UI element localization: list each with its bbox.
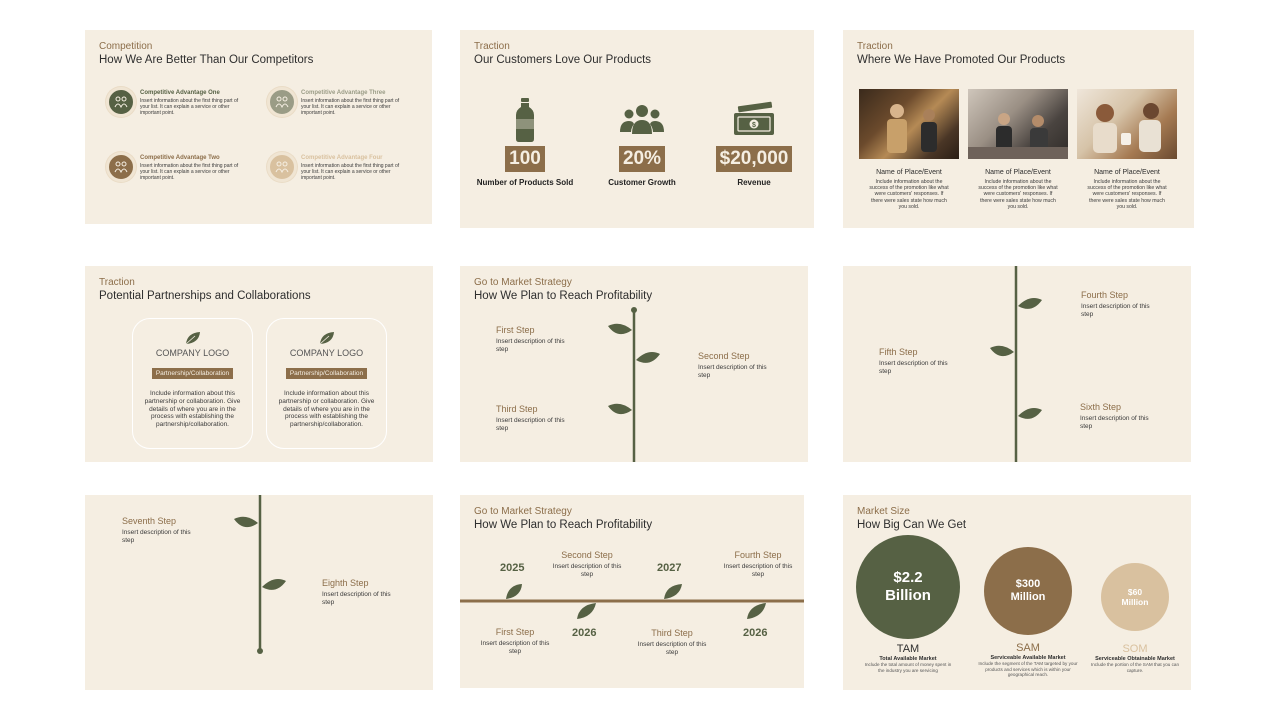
step-desc: Insert description of this step — [1081, 303, 1150, 318]
segment-abbr: TAM — [896, 643, 920, 655]
step-item — [632, 628, 712, 656]
timeline-year: 2027 — [657, 562, 682, 574]
stat-label: Revenue — [737, 178, 771, 187]
segment-desc: Include the segment of the TAM targeted by your products and services which is within your geographical reach. — [978, 661, 1078, 678]
event-title: Name of Place/Event — [876, 169, 942, 176]
advantage-desc: Insert information about the first thing part of your list. It can explain a service or other important point. — [301, 98, 400, 116]
event-desc: Include information about the success of the promotion like what were customers' responses. If there were sales state how much you sold. — [869, 179, 949, 210]
slide-title: How We Plan to Reach Profitability — [474, 290, 653, 302]
step-item — [122, 516, 202, 544]
slide-gtm-vertical[interactable] — [460, 266, 808, 462]
som-value: $60 Million — [1121, 587, 1149, 607]
stat-label: Number of Products Sold — [476, 178, 574, 187]
step-desc: Insert description of this step — [322, 591, 391, 606]
event-title: Name of Place/Event — [1094, 169, 1160, 176]
advantage-desc: Insert information about the first thing part of your list. It can explain a service or other important point. — [140, 98, 239, 116]
leaf-icon — [608, 404, 632, 414]
sam-circle — [984, 547, 1072, 635]
timeline-line — [460, 495, 804, 688]
company-logo: COMPANY LOGO — [155, 348, 230, 358]
competitive-advantage-item — [106, 152, 244, 182]
step-title: Eighth Step — [322, 578, 369, 588]
step-desc: Insert description of this step — [698, 364, 767, 379]
leaf-icon — [747, 603, 766, 619]
slide-gtm-timeline[interactable] — [460, 495, 804, 688]
slide-traction-stats[interactable] — [460, 30, 814, 228]
leaf-icon — [664, 584, 682, 599]
step-desc: Insert description of this step — [480, 640, 550, 655]
stat-label: Customer Growth — [608, 178, 676, 187]
som-circle — [1101, 563, 1169, 631]
slide-title: Our Customers Love Our Products — [474, 54, 652, 66]
slide-steps-4-6[interactable] — [843, 266, 1191, 462]
leaf-icon — [262, 579, 286, 590]
event-info — [968, 169, 1068, 210]
group-icon — [106, 87, 136, 117]
stat-value: $20,000 — [716, 146, 793, 172]
step-title: First Step — [495, 627, 535, 637]
slide-kicker: Market Size — [857, 506, 910, 517]
slide-kicker: Go to Market Strategy — [474, 506, 572, 517]
slide-title: Where We Have Promoted Our Products — [857, 54, 1066, 66]
slide-promoted[interactable] — [843, 30, 1194, 228]
stat-products-sold — [470, 98, 580, 187]
slide-kicker: Competition — [99, 41, 153, 52]
step-title: Fourth Step — [734, 550, 782, 560]
segment-abbr: SOM — [1122, 643, 1148, 655]
step-title: Second Step — [698, 351, 750, 361]
advantage-desc: Insert information about the first thing part of your list. It can explain a service or other important point. — [301, 163, 400, 181]
stat-value: 20% — [619, 146, 665, 172]
group-icon — [267, 87, 297, 117]
partner-card — [132, 318, 253, 449]
timeline-year: 2026 — [743, 627, 768, 639]
market-segment — [973, 642, 1083, 678]
leaf-icon — [506, 584, 522, 599]
event-title: Name of Place/Event — [985, 169, 1051, 176]
leaf-icon — [990, 346, 1014, 356]
stat-customer-growth — [587, 104, 697, 187]
step-desc: Insert description of this step — [552, 563, 622, 578]
segment-name: Serviceable Available Market — [990, 655, 1066, 661]
tam-value: $2.2 Billion — [885, 569, 931, 604]
segment-name: Total Available Market — [879, 656, 937, 662]
step-desc: Insert description of this step — [1080, 415, 1149, 430]
slide-title: How Big Can We Get — [857, 519, 967, 531]
stat-revenue — [699, 104, 809, 187]
event-info — [1077, 169, 1177, 210]
leaf-icon — [185, 331, 201, 345]
step-title: Fifth Step — [879, 347, 918, 357]
step-item — [879, 347, 959, 375]
event-photo — [859, 89, 959, 159]
leaf-icon — [319, 331, 335, 345]
leaf-icon — [1018, 408, 1042, 419]
step-title: Third Step — [651, 628, 693, 638]
slide-competition[interactable] — [85, 30, 432, 224]
market-segment — [863, 643, 953, 673]
segment-desc: Include the portion of the SAM that you can capture. — [1090, 662, 1180, 673]
slide-steps-7-8[interactable] — [85, 495, 433, 690]
slide-partnerships[interactable] — [85, 266, 433, 462]
leaf-icon — [577, 603, 596, 619]
timeline-year: 2026 — [572, 627, 597, 639]
step-desc: Insert description of this step — [637, 641, 707, 656]
step-title: Second Step — [561, 550, 613, 560]
tam-circle — [856, 535, 960, 639]
svg-text:$: $ — [752, 122, 756, 129]
step-item — [718, 550, 798, 578]
step-desc: Insert description of this step — [496, 338, 565, 353]
partner-card — [266, 318, 387, 449]
slide-title: How We Plan to Reach Profitability — [474, 519, 653, 531]
step-item — [322, 578, 402, 606]
step-title: Seventh Step — [122, 516, 177, 526]
step-item — [1081, 290, 1161, 318]
step-title: Third Step — [496, 404, 538, 414]
event-photo — [968, 89, 1068, 159]
bottle-icon — [514, 98, 536, 142]
market-segment — [1089, 643, 1181, 673]
advantage-title: Competitive Advantage One — [140, 90, 220, 96]
step-desc: Insert description of this step — [496, 417, 565, 432]
segment-desc: Include the total amount of money spent in the industry you are servicing — [864, 662, 952, 673]
group-icon — [106, 152, 136, 182]
step-desc: Insert description of this step — [122, 529, 191, 544]
money-icon — [732, 104, 776, 136]
slide-kicker: Go to Market Strategy — [474, 277, 572, 288]
step-desc: Insert description of this step — [879, 360, 948, 375]
timeline-year: 2025 — [500, 562, 525, 574]
sam-value: $300 Million — [1010, 578, 1046, 603]
people-icon — [620, 104, 664, 134]
segment-abbr: SAM — [1016, 642, 1040, 654]
advantage-title: Competitive Advantage Three — [301, 90, 386, 96]
advantage-title: Competitive Advantage Two — [140, 155, 220, 161]
slide-kicker: Traction — [857, 41, 893, 52]
step-item — [475, 627, 555, 655]
step-item — [547, 550, 627, 578]
step-title: Fourth Step — [1081, 290, 1129, 300]
partnership-tag: Partnership/Collaboration — [286, 368, 367, 379]
slide-kicker: Traction — [99, 277, 135, 288]
step-item — [698, 351, 778, 379]
segment-name: Serviceable Obtainable Market — [1095, 656, 1175, 662]
slide-title: How We Are Better Than Our Competitors — [99, 54, 314, 66]
stat-value: 100 — [505, 146, 545, 172]
group-icon — [267, 152, 297, 182]
step-title: First Step — [496, 325, 535, 335]
slide-market-size[interactable] — [843, 495, 1191, 690]
step-item — [496, 404, 576, 432]
step-item — [496, 325, 576, 353]
partner-desc: Include information about this partnership or collaboration. Give details of where you are in the process with establishing the partnership/collaboration. — [144, 390, 241, 429]
step-desc: Insert description of this step — [723, 563, 793, 578]
event-photo — [1077, 89, 1177, 159]
slide-title: Potential Partnerships and Collaborations — [99, 290, 311, 302]
company-logo: COMPANY LOGO — [289, 348, 364, 358]
step-item — [1080, 402, 1160, 430]
leaf-icon — [234, 517, 258, 527]
event-desc: Include information about the success of the promotion like what were customers' responses. If there were sales state how much you sold. — [978, 179, 1058, 210]
advantage-title: Competitive Advantage Four — [301, 155, 383, 161]
event-info — [859, 169, 959, 210]
leaf-icon — [1018, 298, 1042, 309]
slide-kicker: Traction — [474, 41, 510, 52]
advantage-desc: Insert information about the first thing part of your list. It can explain a service or other important point. — [140, 163, 239, 181]
leaf-icon — [636, 352, 660, 363]
partnership-tag: Partnership/Collaboration — [152, 368, 233, 379]
leaf-icon — [608, 324, 632, 334]
competitive-advantage-item — [267, 152, 405, 182]
competitive-advantage-item — [267, 87, 405, 117]
event-desc: Include information about the success of the promotion like what were customers' responses. If there were sales state how much you sold. — [1087, 179, 1167, 210]
competitive-advantage-item — [106, 87, 244, 117]
partner-desc: Include information about this partnership or collaboration. Give details of where you are in the process with establishing the partnership/collaboration. — [278, 390, 375, 429]
step-title: Sixth Step — [1080, 402, 1122, 412]
